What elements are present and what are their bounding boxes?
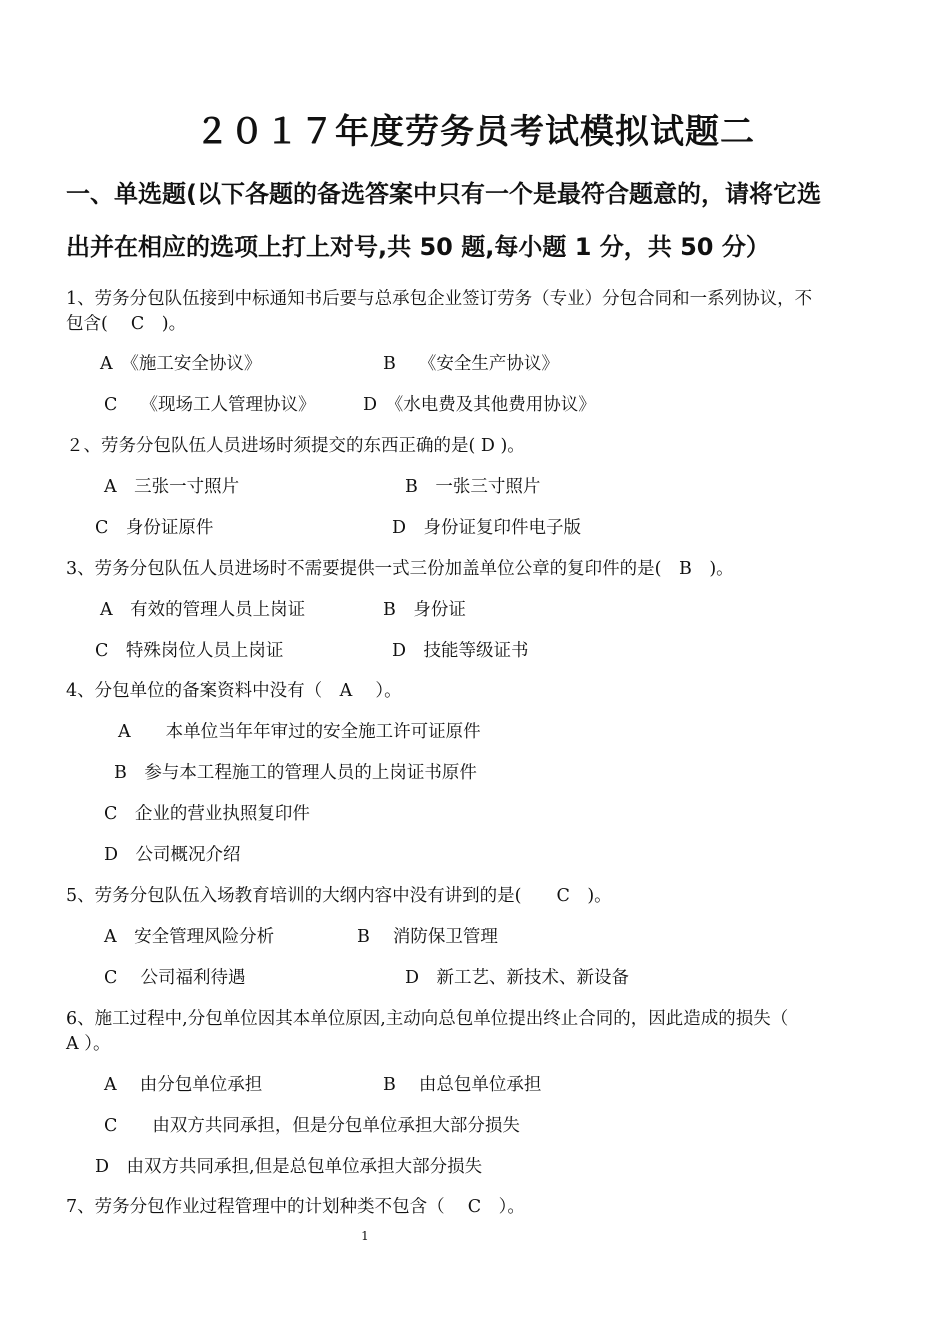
question-2-option-d: D 身份证复印件电子版	[392, 518, 582, 538]
page-number: 1	[361, 1229, 369, 1243]
question-3-option-b: B 身份证	[383, 600, 466, 620]
question-6-text: 6、施工过程中,分包单位因其本单位原因,主动向总包单位提出终止合同的，因此造成的损失（	[66, 1009, 789, 1029]
question-4-option-d: D 公司概况介绍	[104, 845, 241, 865]
question-4-option-b: B 参与本工程施工的管理人员的上岗证书原件	[114, 763, 477, 783]
question-5-option-d: D 新工艺、新技术、新设备	[405, 968, 630, 988]
question-1-option-b: B 《安全生产协议》	[383, 354, 559, 374]
question-6-option-a: A 由分包单位承担	[104, 1075, 263, 1095]
question-2-text: ２、劳务分包队伍人员进场时须提交的东西正确的是( D )。	[66, 436, 525, 456]
question-1-option-d: D 《水电费及其他费用协议》	[363, 395, 596, 415]
question-2-option-c: C 身份证原件	[95, 518, 214, 538]
question-1-text: 1、劳务分包队伍接到中标通知书后要与总承包企业签订劳务（专业）分包合同和一系列协议，不	[66, 289, 813, 309]
question-6-option-c: C 由双方共同承担，但是分包单位承担大部分损失	[104, 1116, 520, 1136]
question-5-text: 5、劳务分包队伍入场教育培训的大纲内容中没有讲到的是( C )。	[66, 886, 612, 906]
question-5-option-b: B 消防保卫管理	[357, 927, 498, 947]
question-6-option-d: D 由双方共同承担,但是总包单位承担大部分损失	[95, 1157, 483, 1177]
question-3-text: 3、劳务分包队伍人员进场时不需要提供一式三份加盖单位公章的复印件的是( B )。	[66, 559, 734, 579]
question-5-option-a: A 安全管理风险分析	[104, 927, 275, 947]
question-5-option-c: C 公司福利待遇	[104, 968, 246, 988]
question-3-option-a: A 有效的管理人员上岗证	[100, 600, 306, 620]
question-4-text: 4、分包单位的备案资料中没有（ A ）。	[66, 681, 402, 701]
question-6-option-b: B 由总包单位承担	[383, 1075, 542, 1095]
question-4-option-a: A 本单位当年年审过的安全施工许可证原件	[118, 722, 481, 742]
question-1-option-a: A 《施工安全协议》	[100, 354, 262, 374]
question-2-option-a: A 三张一寸照片	[104, 477, 240, 497]
question-1-text-cont: 包含( C )。	[66, 314, 187, 334]
question-3-option-c: C 特殊岗位人员上岗证	[95, 641, 284, 661]
question-7-text: 7、劳务分包作业过程管理中的计划种类不包含（ C ）。	[66, 1197, 525, 1217]
question-1-option-c: C 《现场工人管理协议》	[104, 395, 316, 415]
question-3-option-d: D 技能等级证书	[392, 641, 529, 661]
page-title: ２０１７年度劳务员考试模拟试题二	[195, 112, 755, 152]
question-2-option-b: B 一张三寸照片	[405, 477, 541, 497]
question-6-text-cont: A ）。	[66, 1034, 111, 1054]
section-heading-line-1: 一、单选题(以下各题的备选答案中只有一个是最符合题意的，请将它选	[66, 180, 821, 208]
question-4-option-c: C 企业的营业执照复印件	[104, 804, 310, 824]
section-heading-line-2: 出并在相应的选项上打上对号,共 50 题,每小题 1 分，共 50 分）	[66, 233, 770, 261]
